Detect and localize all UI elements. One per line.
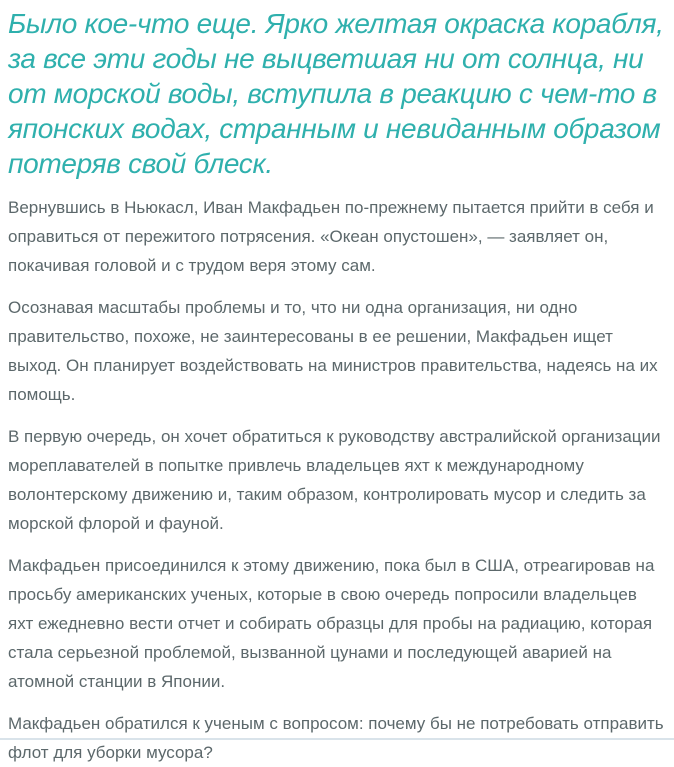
lead-paragraph: Было кое-что еще. Ярко желтая окраска корабля, за все эти годы не выцветшая ни от солнца, ни от морской воды, вступила в реакцию с чем-то в японских водах, странным и невиданным образом потеряв свой блеск. (8, 8, 664, 179)
article-paragraph-1: Вернувшись в Ньюкасл, Иван Макфадьен по-прежнему пытается прийти в себя и оправиться от пережитого потрясения. «Океан опустошен», — заявляет он, покачивая головой и с трудом веря этому сам. (8, 198, 654, 275)
article-paragraph-3: В первую очередь, он хочет обратиться к руководству австралийской организации мореплавателей в попытке привлечь владельцев яхт к международному волонтерскому движению и, таким образом, контролировать мусор и следить за морской флорой и фауной. (8, 427, 661, 533)
article-paragraph-4: Макфадьен присоединился к этому движению, пока был в США, отреагировав на просьбу американских ученых, которые в свою очередь попросили владельцев яхт ежедневно вести отчет и собирать образцы для пробы на радиацию, которая стала серьезной проблемой, вызванной цунами и последующей аварией на атомной станции в Японии. (8, 556, 655, 691)
article-paragraph-5: Макфадьен обратился к ученым с вопросом: почему бы не потребовать отправить флот для уборки мусора? (8, 714, 664, 762)
article-paragraph-2: Осознавая масштабы проблемы и то, что ни одна организация, ни одно правительство, похоже, не заинтересованы в ее решении, Макфадьен ищет выход. Он планирует воздействовать на министров правительства, надеясь на их помощь. (8, 298, 658, 404)
